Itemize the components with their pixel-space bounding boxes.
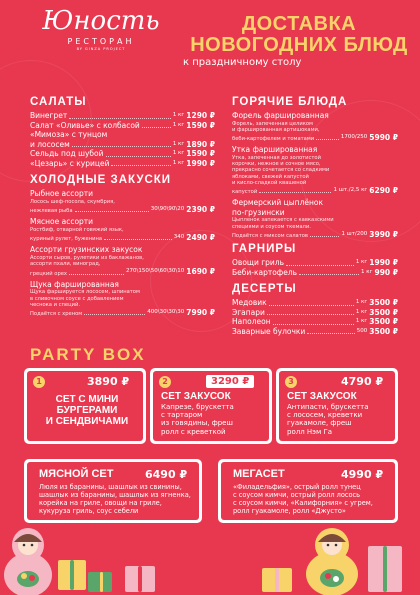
item-price: 1990 ₽ [369,258,398,268]
card-title: МЯСНОЙ СЕТ [39,468,114,480]
menu-item[interactable] [232,111,398,142]
card-desc-line: Капрезе, брускетта [161,403,234,411]
gift-ribbon [275,568,279,592]
item-weight: 1 кг [172,150,185,156]
item-description: Щука фаршируется лососем, шпинатом [30,289,140,296]
logo-byline: BY GINZA PROJECT [76,47,126,51]
card-desc-line: корейка на гриле, овощи на гриле, [39,499,162,507]
headline-line1: ДОСТАВКА [241,13,357,35]
item-name: Мясное ассорти [30,217,94,227]
menu-item[interactable] [30,159,215,169]
headline-line2: НОВОГОДНИХ БЛЮД [190,34,408,56]
card-price: 3890 ₽ [87,375,130,388]
item-weight: 500 [356,327,368,334]
card-price: 3290 ₽ [206,375,254,388]
menu-item[interactable] [30,121,215,131]
item-price: 5990 ₽ [369,132,398,142]
card-inner [153,371,269,441]
card-desc-line: гуакамоле, фреш [287,419,352,428]
menu-item[interactable] [232,298,398,308]
item-price: 1290 ₽ [186,111,215,120]
item-description: Лосось шеф-посола, скумбрия, [30,198,115,205]
item-weight: 1 кг [355,259,368,266]
card-title: МЕГАСЕТ [233,468,285,480]
menu-item[interactable] [232,317,398,327]
card-title-line: БУРГЕРАМИ [56,405,118,416]
item-price: 3500 ₽ [369,298,398,308]
card-desc-line: с соусом кимчи, «Калифорния» с угрем, [233,499,373,507]
item-weight: 1 кг [355,308,368,315]
party-card-3[interactable] [276,368,398,444]
card-description [233,483,373,515]
item-price: 2490 ₽ [186,232,215,242]
menu-item[interactable] [232,198,398,239]
menu-item[interactable] [30,280,215,318]
item-weight: 30\90\90\20 [150,205,185,212]
card-desc-line: ролл гуакамоле, ролл «Джусто» [233,507,346,515]
item-weight: 1 кг [172,112,185,118]
item-name: Эгапари [232,307,265,317]
party-card-2[interactable] [150,368,272,444]
card-inner [221,462,395,520]
menu-item[interactable] [232,327,398,337]
item-description: грецкий орех [30,270,67,277]
section-title-salads: САЛАТЫ [30,96,87,108]
item-description: куриный рулет, буженина [30,236,103,243]
item-description: ассорти пхали, виноград, [30,261,101,268]
matryoshka-doll-icon [300,522,364,595]
item-description: Подаётся с миксом салатов [232,233,308,240]
menu-item[interactable] [232,258,398,268]
item-name: Беби-картофель [232,267,298,277]
restaurant-logo[interactable] [26,6,176,51]
gift-ribbon [70,560,74,590]
party-card-1[interactable] [24,368,146,444]
card-desc-line: с соусом кимчи, острый ролл лосось [233,491,361,499]
item-price: 1990 ₽ [186,158,215,168]
item-name: Наполеон [232,317,271,327]
item-price: 3500 ₽ [369,326,398,336]
item-name: Сельдь под шубой [30,149,104,158]
item-description: и кисло-сладкой квашеной [232,179,307,186]
item-price: 1590 ₽ [186,120,215,130]
item-weight: 1 кг [172,121,185,128]
tagline: к праздничному столу [183,57,302,68]
card-price: 6490 ₽ [145,468,188,481]
card-inner [27,462,199,520]
meat-set-card[interactable] [24,459,202,523]
section-title-garnish: ГАРНИРЫ [232,243,297,256]
gift-ribbon [138,566,142,592]
item-weight: 340 [173,233,185,240]
item-name: Заварные булочки [232,326,306,336]
item-name: Овощи гриль [232,258,285,268]
logo-subtitle: РЕСТОРАН [67,37,135,46]
item-description: Ассорти сыров, рулетики из баклажанов, [30,254,144,261]
item-weight: 270\150\50\60\30\10 [126,268,185,275]
item-price: 1890 ₽ [186,139,215,149]
card-price: 4990 ₽ [341,468,384,481]
menu-item[interactable] [232,268,398,278]
card-title: СЕТ ЗАКУСОК [287,391,357,402]
item-description: Подаётся с хреном [30,311,83,318]
card-inner [27,371,143,441]
menu-item[interactable] [30,245,215,276]
item-name: Щука фаршированная [30,279,119,289]
card-number: 1 [33,376,45,388]
item-weight: 400\30\30\30 [147,308,185,315]
card-desc-line: «Филадельфия», острый ролл тунец [233,483,361,491]
item-name: «Цезарь» с курицей [30,158,110,168]
card-title: СЕТ ЗАКУСОК [161,391,231,402]
item-name: Рыбное ассорти [30,189,93,198]
item-description: яблоками, свежей капустой [232,173,309,180]
item-description: Утка, запеченная до золотистой [232,154,321,161]
card-desc-line: с лососем, креветки [287,411,363,420]
item-weight: 1 шт./2,5 кг [333,186,368,193]
item-description: капустой [232,189,258,196]
section-title-hot: ГОРЯЧИЕ БЛЮДА [232,96,348,108]
left-column [30,96,215,320]
menu-item[interactable] [232,308,398,318]
item-weight: 1700/250 [340,133,368,140]
party-box-title: PARTY BOX [30,345,146,364]
card-number: 2 [159,376,171,388]
card-desc-line: ролл Нэм Га [287,427,333,436]
item-name: Утка фаршированная [232,145,318,155]
item-price: 2390 ₽ [186,204,215,214]
logo-script: Юность [42,6,160,36]
menu-item[interactable] [30,149,215,159]
card-desc-line: Люля из баранины, шашлык из свинины, [39,483,182,491]
item-weight: 1 кг [355,318,368,325]
item-description: чеснока и специй. [30,301,81,308]
card-desc-line: кукуруза гриль, соус себели [39,507,139,515]
card-price: 4790 ₽ [341,375,384,388]
card-title-line: И СЕНДВИЧАМИ [45,416,129,427]
card-desc-line: Антипасти, брускетта [287,403,369,411]
card-title [35,394,139,427]
item-price: 1690 ₽ [186,267,215,277]
card-desc-line: с тартаром [161,411,203,420]
item-name: Ассорти грузинских закусок [30,245,143,255]
item-description: Цыпленок запекается с кавказскими [232,217,334,224]
section-title-desserts: ДЕСЕРТЫ [232,283,297,296]
item-description: и фаршированная артишоками, [232,126,320,133]
item-description: Ростбиф, отварной говяжий язык, [30,226,124,233]
mega-set-card[interactable] [218,459,398,523]
menu-item[interactable] [232,145,398,195]
menu-item[interactable] [30,189,215,214]
menu-item[interactable] [30,217,215,242]
card-number: 3 [285,376,297,388]
card-description [161,403,234,436]
item-weight: 1 кг [172,159,185,166]
item-weight: 1 шт/200 [341,230,368,237]
item-price: 3500 ₽ [369,307,398,317]
section-title-cold: ХОЛОДНЫЕ ЗАКУСКИ [30,174,172,186]
item-name: Фермерский цыплёнок [232,198,324,208]
menu-item[interactable] [30,130,215,140]
gift-ribbon [383,546,387,592]
item-price: 6290 ₽ [369,185,398,195]
item-description: специями и соусом ткемали. [232,223,311,230]
item-name: «Мимоза» с тунцом [30,130,108,139]
item-price: 7990 ₽ [186,307,215,317]
item-description: Форель, запеченная целиком [232,120,313,127]
card-title-line: СЕТ С МИНИ [55,394,119,405]
item-weight: 1 кг [355,299,368,306]
item-description: корочки, нежное и сочное мясо, [232,161,321,168]
card-desc-line: шашлык из баранины, шашлык из ягненка, [39,491,191,499]
card-desc-line: ролл с креветкой [161,427,226,436]
item-name-cont: по-грузински [232,207,285,217]
card-desc-line: из говядины, фреш [161,419,233,428]
matryoshka-doll-icon [0,520,60,595]
menu-item[interactable] [30,140,215,150]
right-column [232,96,398,336]
item-description: в сливочном соусе с добавлением [30,295,124,302]
card-description [39,483,191,515]
item-name: Форель фаршированная [232,111,329,120]
item-price: 1590 ₽ [186,149,215,158]
item-price: 990 ₽ [374,267,398,277]
page-headline [184,14,414,56]
item-price: 3990 ₽ [369,229,398,239]
item-weight: 1 кг [172,140,185,147]
item-name-cont: и лососем [30,139,70,149]
item-name: Салат «Оливье» с колбасой [30,120,140,130]
gift-ribbon [100,572,103,592]
menu-item[interactable] [30,111,215,121]
item-price: 3500 ₽ [369,317,398,327]
card-inner [279,371,395,441]
item-name: Медовик [232,298,267,308]
item-description: нежлевая рыба [30,208,73,214]
item-weight: 1 кг [361,268,373,275]
item-description: беби-картофелем и томатами [232,136,315,143]
item-name: Винегрет [30,111,68,120]
card-description [287,403,369,436]
item-description: прекрасно сочетается со сладкими [232,167,330,174]
